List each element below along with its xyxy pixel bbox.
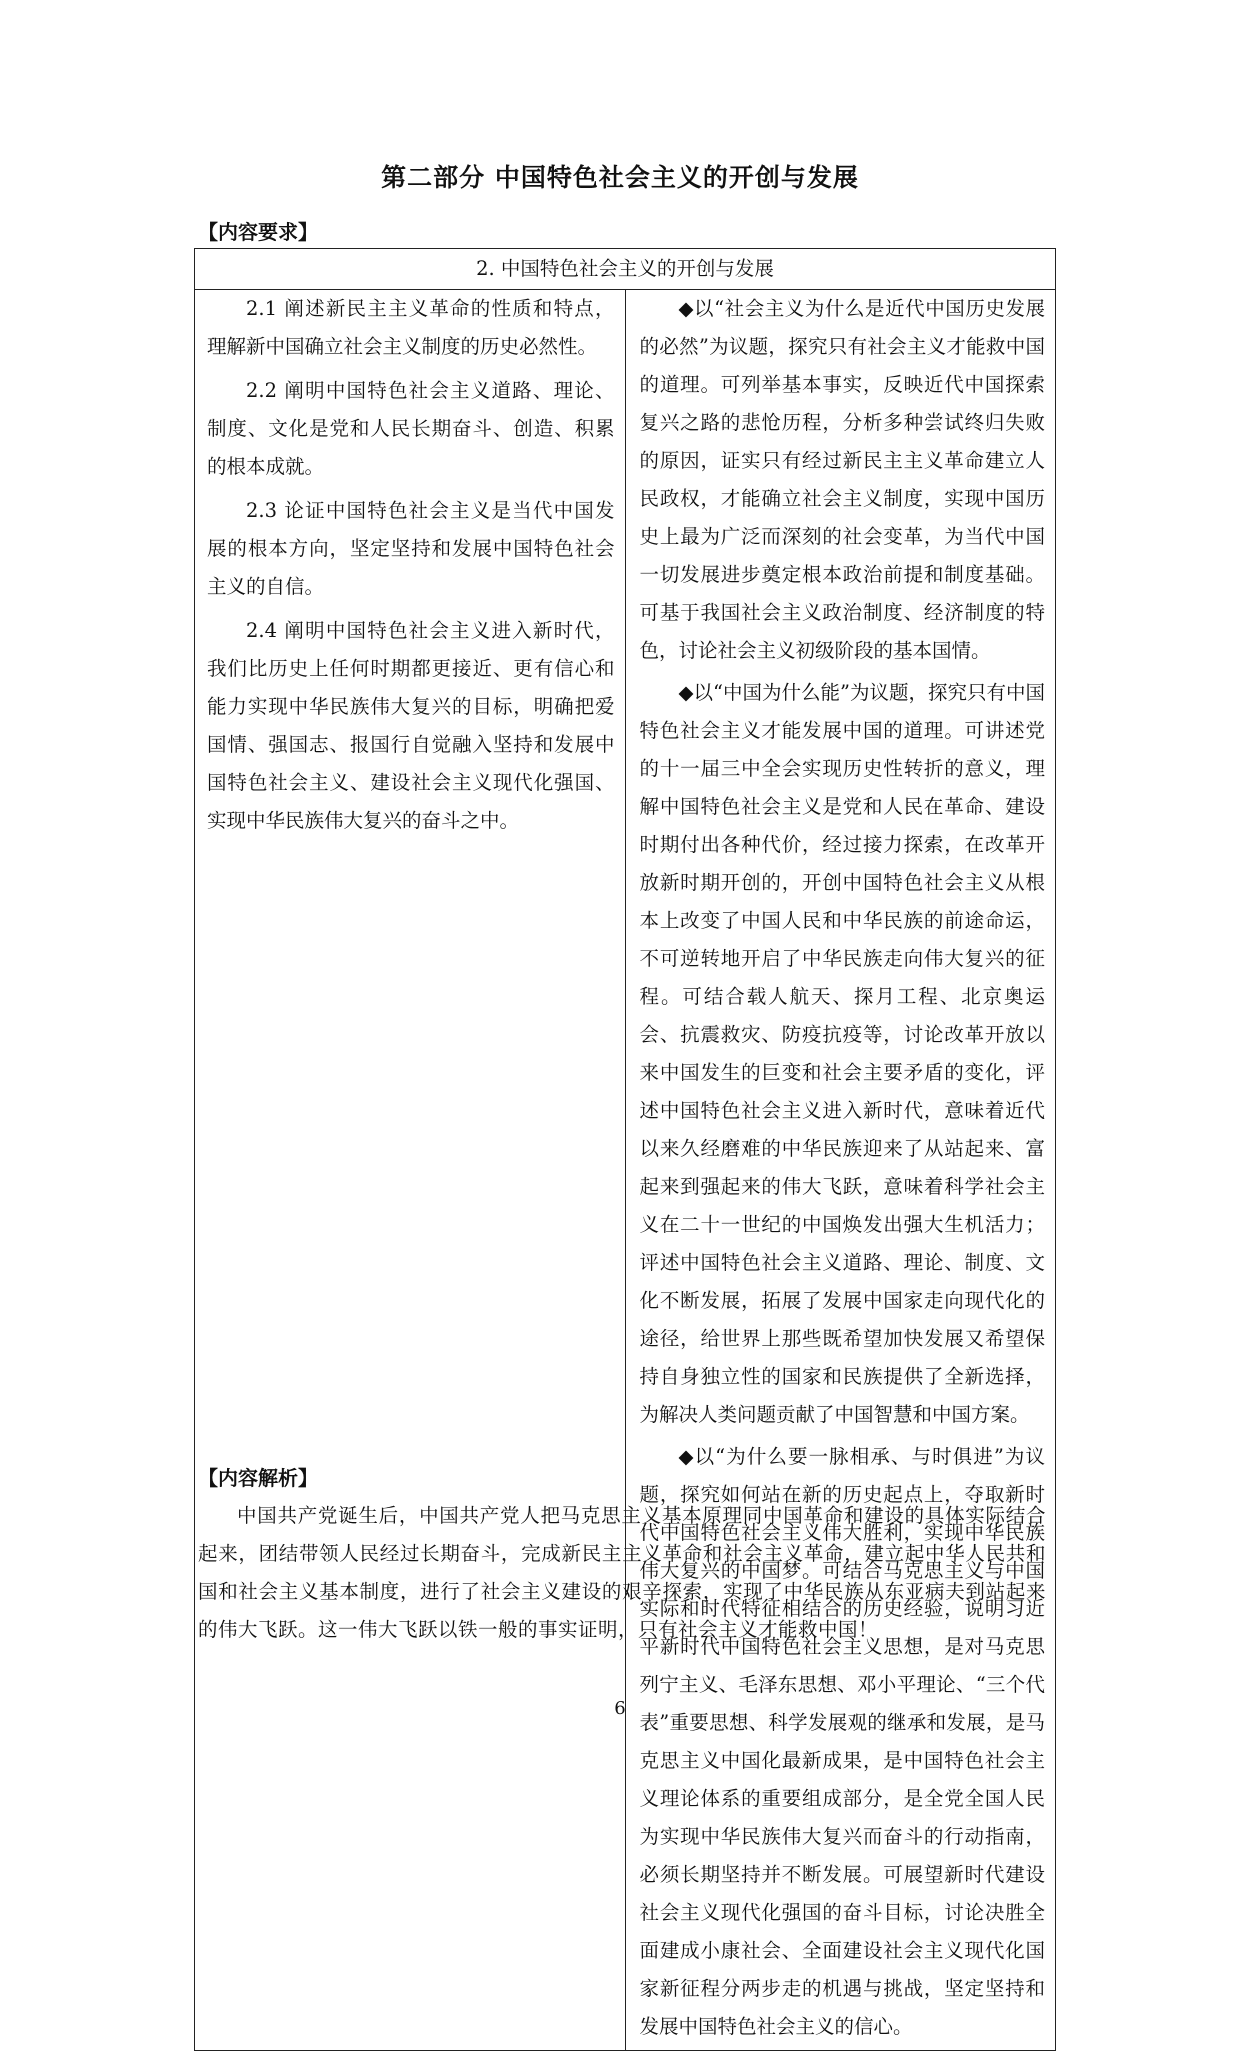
requirement-item: 2.1 阐述新民主主义革命的性质和特点，理解新中国确立社会主义制度的历史必然性。: [207, 297, 615, 358]
table-header-row: [195, 249, 1056, 290]
table-header: 2. 中国特色社会主义的开创与发展: [195, 249, 1056, 290]
table-row: [195, 290, 1056, 2051]
activity-paragraph: ◆以“社会主义为什么是近代中国历史发展的必然”为议题，探究只有社会主义才能救中国的道理。可列举基本事实，反映近代中国探索复兴之路的悲怆历程，分析多种尝试终归失败的原因，证实只有经过新民主主义革命建立人民政权，才能确立社会主义制度，实现中国历史上最为广泛而深刻的社会变革，为当代中国一切发展进步奠定根本政治前提和制度基础。可基于我国社会主义政治制度、经济制度的特色，讨论社会主义初级阶段的基本国情。: [639, 297, 1045, 662]
requirements-table: [194, 248, 1056, 2051]
analysis-paragraph: 中国共产党诞生后，中国共产党人把马克思主义基本原理同中国革命和建设的具体实际结合起来，团结带领人民经过长期奋斗，完成新民主主义革命和社会主义革命，建立起中华人民共和国和社会主义基本制度，进行了社会主义建设的艰辛探索，实现了中华民族从东亚病夫到站起来的伟大飞跃。这一伟大飞跃以铁一般的事实证明，只有社会主义才能救中国！: [198, 1504, 1046, 1641]
activity-paragraph: ◆以“中国为什么能”为议题，探究只有中国特色社会主义才能发展中国的道理。可讲述党的十一届三中全会实现历史性转折的意义，理解中国特色社会主义是党和人民在革命、建设时期付出各种代价，经过接力探索，在改革开放新时期开创的，开创中国特色社会主义从根本上改变了中国人民和中华民族的前途命运，不可逆转地开启了中华民族走向伟大复兴的征程。可结合载人航天、探月工程、北京奥运会、抗震救灾、防疫抗疫等，讨论改革开放以来中国发生的巨变和社会主要矛盾的变化，评述中国特色社会主义进入新时代，意味着近代以来久经磨难的中华民族迎来了从站起来、富起来到强起来的伟大飞跃，意味着科学社会主义在二十一世纪的中国焕发出强大生机活力；评述中国特色社会主义道路、理论、制度、文化不断发展，拓展了发展中国家走向现代化的途径，给世界上那些既希望加快发展又希望保持自身独立性的国家和民族提供了全新选择，为解决人类问题贡献了中国智慧和中国方案。: [639, 681, 1045, 1426]
content-requirements-heading: 【内容要求】: [198, 220, 318, 244]
page-title: 第二部分 中国特色社会主义的开创与发展: [381, 163, 859, 192]
activity-suggestions-column: [625, 290, 1056, 2051]
requirement-item: 2.3 论证中国特色社会主义是当代中国发展的根本方向，坚定坚持和发展中国特色社会主义的自信。: [207, 499, 615, 598]
requirement-item: 2.2 阐明中国特色社会主义道路、理论、制度、文化是党和人民长期奋斗、创造、积累的根本成就。: [207, 379, 615, 478]
activity-paragraph: ◆以“为什么要一脉相承、与时俱进”为议题，探究如何站在新的历史起点上，夺取新时代中国特色社会主义伟大胜利，实现中华民族伟大复兴的中国梦。可结合马克思主义与中国实际和时代特征相结合的历史经验，说明习近平新时代中国特色社会主义思想，是对马克思列宁主义、毛泽东思想、邓小平理论、“三个代表”重要思想、科学发展观的继承和发展，是马克思主义中国化最新成果，是中国特色社会主义理论体系的重要组成部分，是全党全国人民为实现中华民族伟大复兴而奋斗的行动指南，必须长期坚持并不断发展。可展望新时代建设社会主义现代化强国的奋斗目标，讨论决胜全面建成小康社会、全面建设社会主义现代化国家新征程分两步走的机遇与挑战，坚定坚持和发展中国特色社会主义的信心。: [639, 1445, 1045, 2038]
content-analysis-heading: 【内容解析】: [198, 1466, 318, 1490]
requirements-column: [195, 290, 626, 2051]
requirement-item: 2.4 阐明中国特色社会主义进入新时代，我们比历史上任何时期都更接近、更有信心和能力实现中华民族伟大复兴的目标，明确把爱国情、强国志、报国行自觉融入坚持和发展中国特色社会主义、建设社会主义现代化强国、实现中华民族伟大复兴的奋斗之中。: [207, 619, 615, 832]
page-number: 6: [614, 1698, 626, 1719]
